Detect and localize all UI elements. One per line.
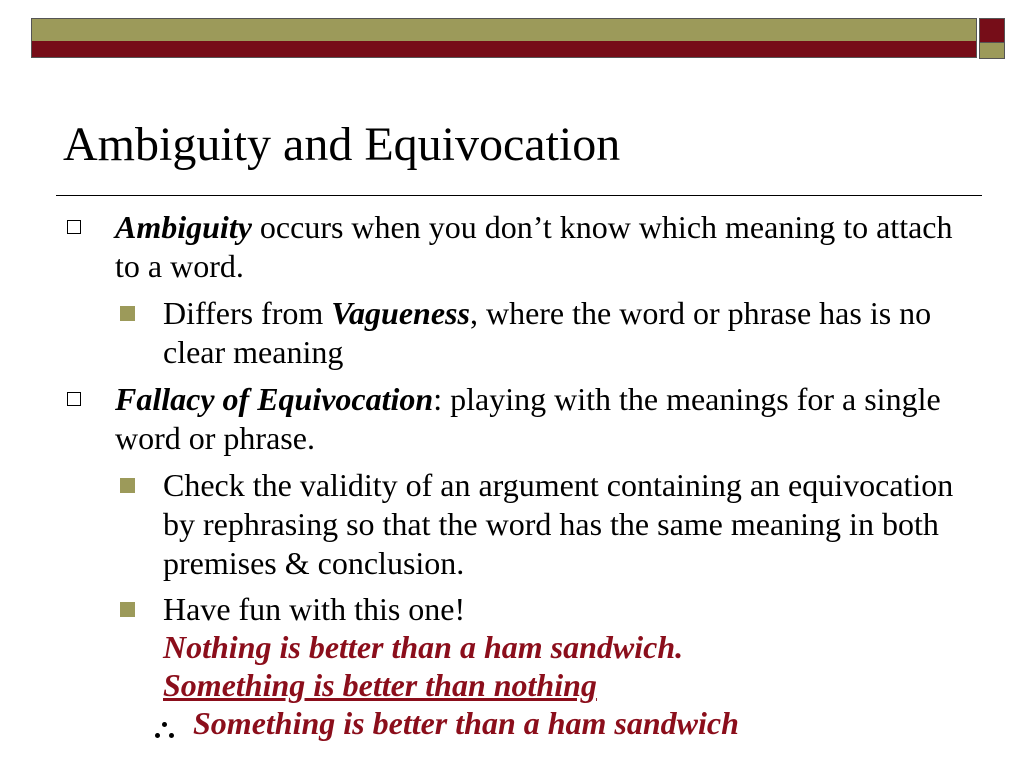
- sub-bullet-vagueness-after: , where the word or phrase has is no clear meaning: [163, 295, 932, 370]
- term-ambiguity: Ambiguity: [115, 209, 252, 245]
- term-fallacy-of-equivocation: Fallacy of Equivocation: [115, 381, 434, 417]
- slide-title: Ambiguity and Equivocation: [63, 118, 621, 171]
- sub-bullet-check-validity: Check the validity of an argument containing an equivocation by rephrasing so that the word has the same meaning in both premises & conclusion.: [163, 467, 954, 581]
- bullet-equivocation-text: : playing with the meanings for a single word or phrase.: [115, 381, 941, 456]
- hollow-square-icon: [67, 392, 81, 406]
- example-premise-2: [163, 666, 983, 705]
- bullet-ambiguity-text: occurs when you don’t know which meaning to attach to a word.: [115, 209, 953, 284]
- hollow-square-icon: [67, 220, 81, 234]
- term-vagueness: Vagueness: [331, 295, 470, 331]
- sub-bullet-vagueness: [163, 294, 983, 372]
- therefore-symbol-icon: [150, 718, 180, 740]
- sub-bullet-have-fun: Have fun with this one!: [163, 591, 466, 627]
- filled-square-icon: [120, 478, 135, 493]
- example-premise-1: Nothing is better than a ham sandwich.: [163, 629, 684, 665]
- example-conclusion: Something is better than a ham sandwich: [193, 705, 739, 741]
- filled-square-icon: [120, 602, 135, 617]
- example-premise-2-text: Something is better than nothing: [163, 667, 597, 703]
- bullet-equivocation: [115, 380, 985, 458]
- bullet-ambiguity: [115, 208, 985, 286]
- filled-square-icon: [120, 306, 135, 321]
- sub-bullet-vagueness-before: Differs from: [163, 295, 332, 331]
